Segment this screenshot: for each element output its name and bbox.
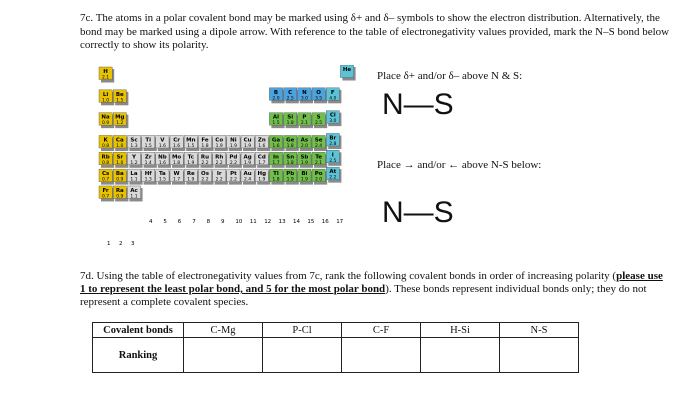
question-7d-number: 7d. — [80, 270, 94, 282]
element-la — [127, 169, 142, 185]
element-symbol: Fr — [102, 187, 109, 194]
element-en: 1.7 — [272, 160, 280, 166]
ranking-table — [92, 322, 579, 373]
group-number: 11 — [249, 219, 257, 225]
element-en: 1.6 — [158, 143, 166, 149]
element-symbol: Sc — [130, 137, 138, 144]
element-en: 1.8 — [173, 160, 181, 166]
element-symbol: Al — [272, 114, 280, 121]
element-symbol: C — [288, 89, 293, 96]
element-en: 1.1 — [130, 177, 138, 183]
ranking-cell-p-cl[interactable] — [263, 338, 342, 373]
element-au — [241, 169, 256, 185]
element-symbol: Zn — [257, 137, 266, 144]
element-symbol: Co — [215, 137, 224, 144]
element-sn — [284, 152, 299, 168]
element-symbol: P — [302, 114, 307, 121]
element-v — [156, 135, 171, 151]
element-en: 2.2 — [215, 177, 223, 183]
element-symbol: Cr — [173, 137, 180, 144]
element-symbol: Cl — [329, 112, 336, 119]
element-ir — [213, 169, 228, 185]
element-en: 2.2 — [229, 160, 237, 166]
periodic-table — [95, 65, 357, 251]
element-ru — [198, 152, 213, 168]
element-symbol: Rh — [215, 154, 224, 161]
element-symbol: Y — [132, 154, 136, 161]
ranking-cell-n-s[interactable] — [500, 338, 579, 373]
element-en: 3.5 — [315, 96, 323, 102]
element-en: 1.5 — [272, 121, 280, 127]
element-symbol: In — [273, 154, 279, 161]
element-symbol: Ru — [200, 154, 210, 161]
element-sr — [113, 152, 128, 168]
element-en: 1.5 — [158, 177, 166, 183]
element-na — [99, 113, 114, 128]
element-en: 1.9 — [215, 143, 223, 149]
element-rh — [213, 152, 228, 168]
question-7d-text-before: Using the table of electronegativity values from 7c, rank the following covalent bonds in order of increasing polarity ( — [96, 270, 617, 282]
bond-c-f: C-F — [342, 323, 421, 338]
element-symbol: Rb — [101, 154, 110, 161]
covalent-bonds-header: Covalent bonds — [93, 323, 184, 338]
element-symbol: Fe — [201, 137, 209, 144]
element-en: 1.5 — [144, 143, 152, 149]
bond-n-s: N-S — [500, 323, 579, 338]
element-symbol: Cd — [257, 154, 266, 161]
group-number: 4 — [149, 219, 153, 225]
element-symbol: As — [300, 137, 309, 144]
element-en: 2.2 — [215, 160, 223, 166]
element-en: 0.8 — [102, 160, 110, 166]
period-number: 1 — [107, 241, 111, 247]
element-en: 1.0 — [116, 160, 124, 166]
element-h — [99, 67, 114, 83]
question-7d-text-after: ). These bonds represent individual bonds only; they do not represent a complete covalent species. — [80, 283, 647, 308]
element-symbol: Si — [287, 114, 294, 121]
element-li — [99, 90, 114, 106]
element-en: 0.9 — [116, 177, 124, 183]
element-al — [269, 113, 284, 128]
element-en: 2.0 — [300, 143, 308, 149]
element-hf — [142, 169, 157, 185]
element-en: 1.6 — [272, 143, 280, 149]
element-symbol: Ca — [115, 137, 124, 144]
element-en: 1.9 — [229, 143, 237, 149]
element-cl — [326, 111, 341, 127]
element-symbol: Ra — [115, 187, 124, 194]
element-symbol: H — [103, 69, 108, 75]
element-en: 1.9 — [300, 177, 308, 183]
question-7d-instruction: please use 1 to represent the least polar bond, and 5 for the most polar bond — [80, 270, 663, 295]
element-at — [326, 167, 341, 183]
element-en: 2.1 — [300, 121, 308, 127]
element-rb — [99, 152, 114, 168]
element-symbol: Pb — [286, 171, 295, 178]
element-en: 2.4 — [244, 177, 252, 183]
element-symbol: Ti — [145, 137, 152, 144]
element-f — [326, 88, 341, 104]
element-symbol: Mo — [171, 154, 182, 161]
element-en: 1.9 — [300, 160, 308, 166]
element-ra — [113, 186, 128, 202]
element-en: 2.1 — [102, 75, 110, 81]
element-he — [340, 65, 355, 81]
element-cs — [99, 169, 114, 185]
element-symbol: Ir — [216, 171, 222, 178]
element-en: 1.7 — [258, 160, 266, 166]
group-number: 15 — [307, 219, 315, 225]
element-en: 1.6 — [258, 143, 266, 149]
element-ca — [113, 135, 128, 151]
element-w — [170, 169, 185, 185]
element-cr — [170, 135, 185, 151]
element-te — [312, 152, 327, 168]
element-ni — [227, 135, 242, 151]
element-fr — [99, 186, 114, 202]
element-symbol: Be — [115, 91, 124, 98]
element-symbol: Nb — [158, 154, 167, 161]
period-number: 3 — [131, 241, 135, 247]
element-pt — [227, 169, 242, 185]
element-en: 1.6 — [173, 143, 181, 149]
element-c — [284, 88, 299, 104]
element-co — [213, 135, 228, 151]
element-si — [284, 113, 299, 128]
element-symbol: Ac — [130, 187, 138, 194]
element-sc — [127, 135, 142, 151]
group-number: 9 — [221, 219, 225, 225]
element-symbol: W — [173, 171, 180, 178]
element-symbol: Sn — [286, 154, 295, 161]
element-symbol: F — [330, 89, 335, 96]
element-se — [312, 135, 327, 151]
element-symbol: V — [160, 137, 165, 144]
ranking-cell-h-si[interactable] — [421, 338, 500, 373]
element-en: 1.9 — [244, 143, 252, 149]
element-en: 2.4 — [315, 143, 323, 149]
element-symbol: Hg — [257, 171, 267, 178]
ranking-cell-c-f[interactable] — [342, 338, 421, 373]
element-tl — [269, 169, 284, 185]
element-symbol: Sr — [116, 154, 124, 161]
group-number: 17 — [336, 219, 344, 225]
element-en: 1.9 — [187, 177, 195, 183]
element-en: 3.0 — [300, 96, 308, 102]
element-en: 2.1 — [315, 160, 323, 166]
element-en: 2.5 — [329, 158, 337, 164]
element-symbol: Ge — [286, 137, 295, 144]
group-number: 6 — [177, 219, 182, 225]
element-en: 2.2 — [229, 177, 237, 183]
element-en: 1.0 — [102, 98, 110, 104]
element-o — [312, 88, 327, 104]
group-number: 14 — [293, 219, 300, 225]
element-symbol: Cs — [101, 171, 110, 178]
element-symbol: I — [331, 152, 334, 159]
element-symbol: Os — [201, 171, 209, 178]
element-i — [326, 150, 341, 166]
question-7c-text: The atoms in a polar covalent bond may be marked using δ+ and δ– symbols to show the electron distribution. Alternatively, the bond may be marked using a dipole arrow. With reference to the table of electronegativity values provided, mark the N–S bond below correctly to show its polarity. — [80, 12, 670, 51]
element-en: 1.8 — [286, 143, 294, 149]
element-en: 3.0 — [329, 119, 337, 125]
element-sb — [298, 152, 313, 168]
element-ge — [284, 135, 299, 151]
element-symbol: Re — [186, 171, 195, 178]
bond-h-si: H-Si — [421, 323, 500, 338]
element-symbol: Te — [315, 154, 322, 161]
group-number: 10 — [235, 219, 243, 225]
element-be — [113, 90, 128, 106]
element-symbol: Pt — [230, 171, 237, 178]
element-pd — [227, 152, 242, 168]
element-zn — [255, 135, 270, 151]
element-en: 1.8 — [201, 143, 209, 149]
element-symbol: Se — [314, 137, 323, 144]
element-en: 1.8 — [286, 160, 294, 166]
element-symbol: Po — [314, 171, 323, 178]
element-en: 0.8 — [102, 143, 110, 149]
element-os — [198, 169, 213, 185]
element-symbol: B — [273, 89, 279, 96]
element-mg — [113, 113, 128, 128]
element-b — [269, 88, 284, 104]
element-symbol: Pd — [229, 154, 238, 161]
element-p — [298, 113, 313, 128]
ranking-row — [93, 338, 579, 373]
element-symbol: Bi — [301, 171, 308, 178]
ranking-cell-c-mg[interactable] — [184, 338, 263, 373]
element-en: 0.7 — [102, 177, 110, 183]
element-en: 1.7 — [173, 177, 181, 183]
bond-p-cl: P-Cl — [263, 323, 342, 338]
element-en: 1.9 — [187, 160, 195, 166]
element-en: 0.9 — [102, 121, 110, 127]
element-ba — [113, 169, 128, 185]
element-re — [184, 169, 199, 185]
element-symbol: Ni — [230, 137, 237, 144]
element-mo — [170, 152, 185, 168]
question-7c — [80, 12, 680, 53]
element-en: 1.0 — [116, 143, 124, 149]
element-ti — [142, 135, 157, 151]
group-number: 5 — [163, 219, 167, 225]
element-tc — [184, 152, 199, 168]
element-symbol: Hf — [144, 171, 152, 178]
element-en: 1.6 — [158, 160, 166, 166]
element-en: 1.3 — [144, 177, 152, 183]
element-en: 2.2 — [201, 177, 209, 183]
period-number: 2 — [119, 241, 123, 247]
element-en: 1.3 — [130, 143, 138, 149]
element-symbol: Ba — [115, 171, 124, 178]
element-en: 2.5 — [286, 96, 294, 102]
element-en: 2.8 — [329, 141, 337, 147]
element-symbol: Cu — [243, 137, 252, 144]
bond-n-s-arrow[interactable]: N—S — [382, 196, 454, 229]
element-symbol: Br — [329, 135, 337, 142]
ranking-header: Ranking — [93, 338, 184, 373]
element-en: 1.9 — [286, 177, 294, 183]
element-as — [298, 135, 313, 151]
element-symbol: Mg — [115, 114, 125, 121]
element-ga — [269, 135, 284, 151]
element-symbol: Ta — [159, 171, 166, 178]
element-en: 2.0 — [272, 96, 280, 102]
element-bi — [298, 169, 313, 185]
element-n — [298, 88, 313, 104]
element-en: 2.2 — [329, 175, 337, 181]
element-s — [312, 113, 327, 128]
element-symbol: La — [130, 171, 138, 178]
element-symbol: O — [316, 89, 321, 96]
element-zr — [142, 152, 157, 168]
element-cd — [255, 152, 270, 168]
element-symbol: Mn — [186, 137, 196, 144]
element-symbol: Au — [243, 171, 252, 178]
element-po — [312, 169, 327, 185]
group-number: 8 — [206, 219, 211, 225]
element-en: 1.4 — [144, 160, 152, 166]
element-en: 4.0 — [329, 96, 337, 102]
question-7c-number: 7c. — [80, 12, 94, 24]
element-ag — [241, 152, 256, 168]
worksheet — [52, 0, 696, 402]
element-en: 2.2 — [201, 160, 209, 166]
element-symbol: Na — [101, 114, 110, 121]
element-en: 1.2 — [130, 160, 138, 166]
table-header-row — [93, 323, 579, 338]
element-en: 1.9 — [258, 177, 266, 183]
element-br — [326, 133, 341, 149]
group-number: 12 — [264, 219, 272, 225]
element-symbol: Ag — [243, 154, 252, 161]
element-symbol: He — [342, 67, 352, 73]
element-symbol: At — [329, 169, 337, 176]
element-fe — [198, 135, 213, 151]
element-en: 1.5 — [187, 143, 195, 149]
element-en: 1.8 — [272, 177, 280, 183]
element-ac — [127, 186, 142, 202]
group-number: 16 — [321, 219, 329, 225]
element-en: 0.9 — [116, 194, 124, 200]
element-symbol: K — [103, 137, 108, 144]
question-7d — [80, 270, 670, 309]
group-number: 13 — [278, 219, 286, 225]
element-k — [99, 135, 114, 151]
place-delta-instruction: Place δ+ and/or δ– above N & S: — [377, 70, 523, 82]
element-symbol: Tl — [273, 171, 279, 178]
element-en: 0.7 — [102, 194, 110, 200]
bond-c-mg: C-Mg — [184, 323, 263, 338]
element-symbol: Zr — [144, 154, 152, 161]
element-symbol: S — [316, 114, 321, 121]
element-pb — [284, 169, 299, 185]
element-y — [127, 152, 142, 168]
element-cu — [241, 135, 256, 151]
element-symbol: N — [302, 89, 307, 96]
element-en: 1.8 — [286, 121, 294, 127]
element-symbol: Li — [102, 91, 109, 98]
element-symbol: Tc — [187, 154, 194, 161]
element-en: 1.9 — [244, 160, 252, 166]
element-mn — [184, 135, 199, 151]
group-number: 7 — [192, 219, 196, 225]
element-en: 2.0 — [315, 177, 323, 183]
element-en: 1.5 — [116, 98, 124, 104]
element-hg — [255, 169, 270, 185]
element-en: 1.1 — [130, 194, 138, 200]
element-in — [269, 152, 284, 168]
element-nb — [156, 152, 171, 168]
bond-n-s-delta[interactable]: N—S — [382, 88, 454, 121]
element-symbol: Ga — [271, 137, 281, 144]
element-en: 2.5 — [315, 121, 323, 127]
element-symbol: Sb — [300, 154, 309, 161]
element-en: 1.2 — [116, 121, 124, 127]
place-arrow-instruction: Place → and/or ← above N-S below: — [377, 159, 542, 171]
element-ta — [156, 169, 171, 185]
